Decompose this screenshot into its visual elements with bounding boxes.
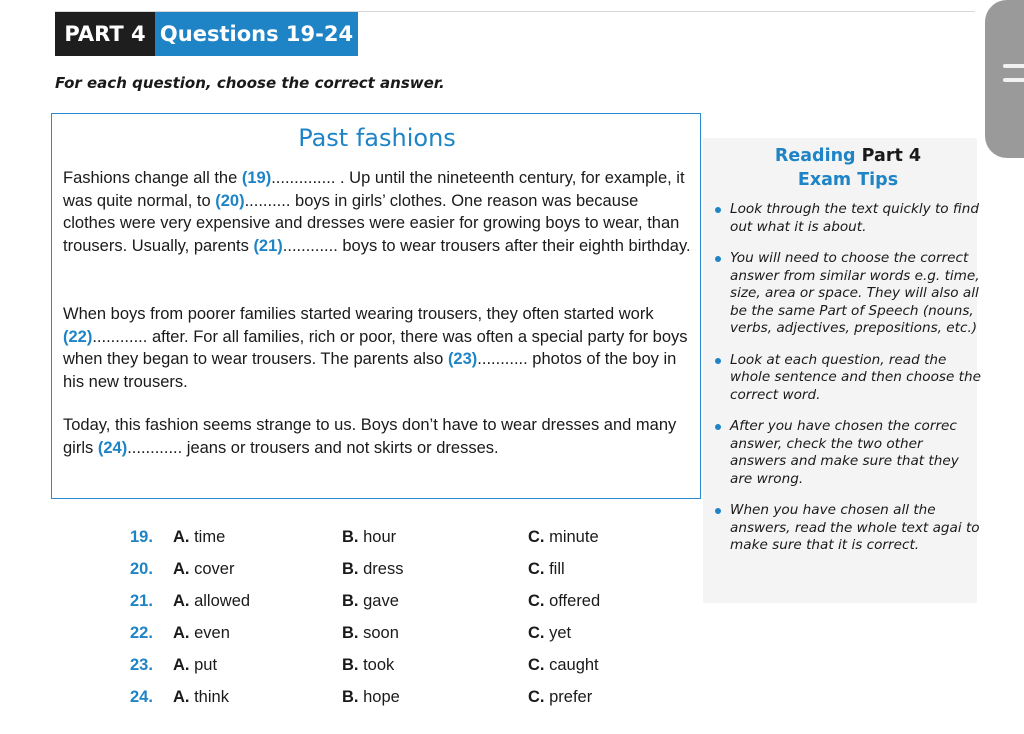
- bullet-icon: [715, 424, 721, 430]
- passage-text: ............ after. For all families, rich or poor, there was often a special party for boys when they began to wear trousers. The parents also: [63, 327, 688, 368]
- gap-23: (23): [447, 350, 478, 368]
- bullet-icon: [715, 207, 721, 213]
- passage-box: [51, 113, 701, 499]
- option-c[interactable]: [528, 560, 565, 579]
- option-a[interactable]: [173, 624, 230, 643]
- tip-text: Look at each question, read the whole sentence and then choose the correct word.: [730, 351, 981, 403]
- option-b[interactable]: [342, 560, 403, 579]
- tip-item: [713, 201, 983, 236]
- passage-text: ............ boys to wear trousers after their eighth birthday.: [282, 236, 691, 255]
- option-text: offered: [549, 592, 601, 610]
- option-a[interactable]: [173, 656, 217, 675]
- passage-paragraph-2: [63, 303, 691, 393]
- passage-text: ........... photos of the boy in his new trousers.: [63, 350, 677, 391]
- gap-22: (22): [63, 327, 93, 346]
- question-number: 20.: [130, 560, 153, 578]
- tips-title-exam-tips: Exam Tips: [797, 170, 899, 190]
- part-badge: PART 4: [55, 12, 155, 56]
- option-text: minute: [549, 528, 599, 546]
- passage-text: .......... boys in girls’ clothes. One reason was because clothes were very expensive and dresses were easier for growing boys to wear, than trousers. Usually, parents: [63, 191, 680, 255]
- option-a[interactable]: [173, 560, 234, 579]
- question-number: 19.: [130, 528, 153, 546]
- tips-title-reading: Reading: [774, 146, 856, 166]
- answer-row-23: [130, 656, 670, 680]
- bullet-icon: [715, 256, 721, 262]
- passage-text: .............. . Up until the nineteenth century, for example, it was quite normal, to: [63, 169, 685, 210]
- option-b[interactable]: [342, 688, 400, 707]
- option-letter: B.: [342, 592, 359, 610]
- option-text: fill: [549, 560, 565, 578]
- passage-paragraph-1: [63, 167, 691, 257]
- question-number: 21.: [130, 592, 153, 610]
- option-text: gave: [363, 592, 399, 610]
- option-c[interactable]: [528, 624, 571, 643]
- answer-row-22: [130, 624, 670, 648]
- option-text: even: [194, 624, 230, 642]
- exam-tips-panel: [703, 138, 981, 603]
- option-c[interactable]: [528, 592, 600, 611]
- option-letter: A.: [173, 592, 190, 610]
- option-text: took: [363, 656, 395, 674]
- option-letter: B.: [342, 528, 359, 546]
- gap-20: (20): [215, 191, 245, 210]
- option-b[interactable]: [342, 528, 396, 547]
- gap-19: (19): [241, 169, 272, 187]
- option-text: yet: [549, 624, 572, 642]
- option-letter: B.: [342, 624, 359, 642]
- option-text: hope: [363, 688, 400, 706]
- option-text: put: [194, 656, 218, 674]
- option-letter: C.: [528, 560, 545, 578]
- option-letter: C.: [528, 624, 545, 642]
- option-a[interactable]: [173, 528, 225, 547]
- bullet-icon: [715, 508, 721, 514]
- passage-text: Today, this fashion seems strange to us. Boys don’t have to wear dresses and many girls: [63, 416, 677, 457]
- option-c[interactable]: [528, 688, 592, 707]
- tip-text: You will need to choose the correct answer from similar words e.g. time, size, area or space. They will also all be the same Part of Speech (nouns, verbs, adjectives, prepositions, etc.): [730, 250, 980, 336]
- option-letter: B.: [342, 560, 359, 578]
- passage-text: When boys from poorer families started wearing trousers, they often started work: [63, 305, 654, 323]
- tip-item: [713, 418, 983, 488]
- passage-paragraph-3: [63, 414, 691, 459]
- passage-text: Fashions change all the: [63, 169, 242, 187]
- gap-24: (24): [97, 438, 128, 457]
- option-b[interactable]: [342, 592, 399, 611]
- option-text: cover: [194, 560, 235, 578]
- option-text: caught: [549, 656, 599, 674]
- answer-row-20: [130, 560, 670, 584]
- option-letter: B.: [342, 688, 359, 706]
- tip-text: Look through the text quickly to find out what it is about.: [730, 201, 979, 235]
- question-number: 23.: [130, 656, 153, 674]
- option-b[interactable]: [342, 656, 394, 675]
- menu-icon-bar: [1003, 64, 1024, 68]
- option-b[interactable]: [342, 624, 399, 643]
- side-menu-handle[interactable]: [985, 0, 1024, 158]
- option-text: time: [194, 528, 226, 546]
- option-text: prefer: [549, 688, 593, 706]
- option-letter: C.: [528, 592, 545, 610]
- passage-text: ............ jeans or trousers and not skirts or dresses.: [127, 438, 499, 457]
- tip-text: When you have chosen all the answers, read the whole text agai to make sure that it is correct.: [730, 502, 980, 553]
- answer-row-24: [130, 688, 670, 712]
- option-letter: C.: [528, 528, 545, 546]
- option-letter: A.: [173, 560, 190, 578]
- option-text: allowed: [194, 592, 251, 610]
- passage-title: Past fashions: [298, 124, 456, 152]
- option-a[interactable]: [173, 592, 250, 611]
- option-letter: B.: [342, 656, 359, 674]
- bullet-icon: [715, 358, 721, 364]
- answer-row-19: [130, 528, 670, 552]
- tip-text: After you have chosen the correc answer, check the two other answers and make sure that they are wrong.: [730, 418, 959, 487]
- option-letter: A.: [173, 528, 190, 546]
- exam-tips-title: [703, 144, 993, 192]
- option-letter: A.: [173, 624, 190, 642]
- instruction-text: For each question, choose the correct answer.: [55, 74, 445, 92]
- questions-range-badge: Questions 19-24: [155, 12, 358, 56]
- question-number: 22.: [130, 624, 153, 642]
- option-text: think: [194, 688, 229, 706]
- option-letter: C.: [528, 688, 545, 706]
- option-text: dress: [363, 560, 404, 578]
- menu-icon-bar: [1003, 78, 1024, 82]
- answer-row-21: [130, 592, 670, 616]
- tip-item: [713, 352, 983, 405]
- tip-item: [713, 250, 983, 338]
- option-text: soon: [363, 624, 399, 642]
- option-c[interactable]: [528, 656, 599, 675]
- option-letter: A.: [173, 656, 190, 674]
- tips-title-part: Part 4: [861, 146, 922, 166]
- option-letter: C.: [528, 656, 545, 674]
- option-text: hour: [363, 528, 397, 546]
- option-letter: A.: [173, 688, 190, 706]
- tips-list: [713, 201, 983, 569]
- tip-item: [713, 502, 983, 555]
- question-number: 24.: [130, 688, 153, 706]
- option-c[interactable]: [528, 528, 599, 547]
- option-a[interactable]: [173, 688, 229, 707]
- gap-21: (21): [253, 236, 283, 255]
